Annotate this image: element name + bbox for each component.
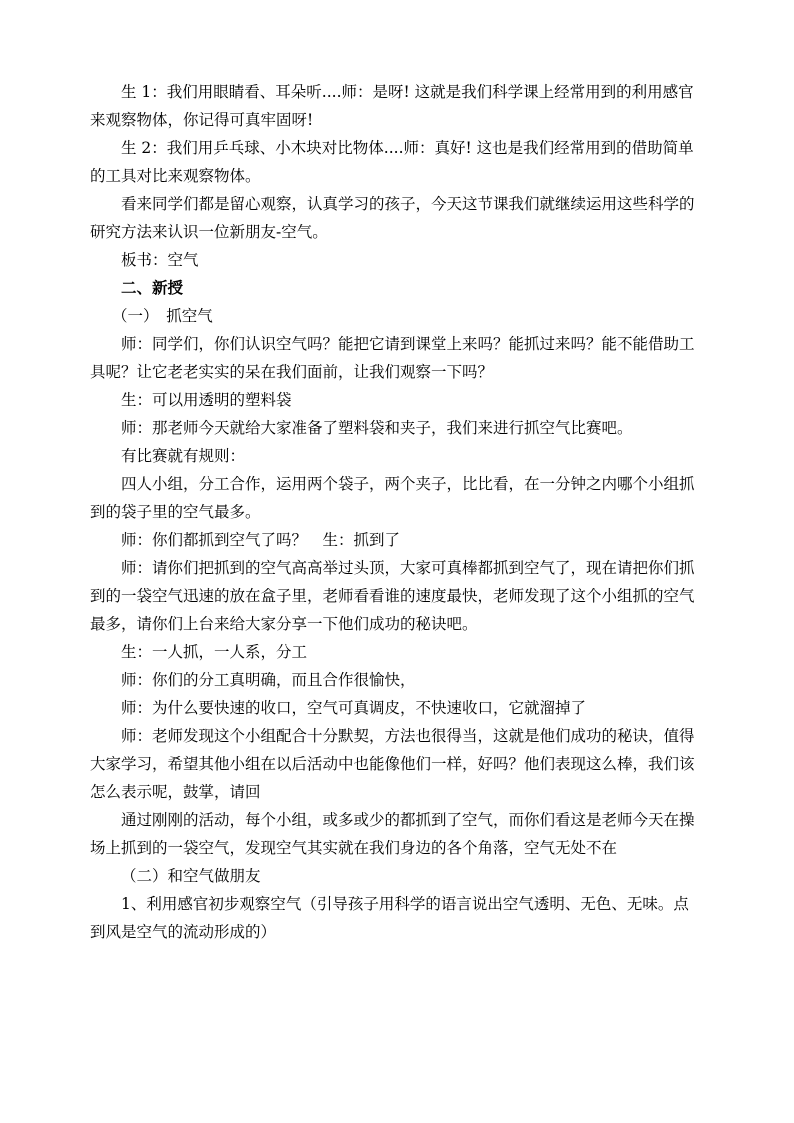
paragraph-board-title: 板书：空气 — [121, 251, 199, 269]
paragraph-caught-question: 师：你们都抓到空气了吗？ 生：抓到了 — [121, 531, 401, 549]
paragraph-student1-answer: 生 1：我们用眼睛看、耳朵听....师：是呀! 这就是我们科学课上经常用到的利用感官来观察物体，你记得可真牢固呀! — [90, 83, 694, 129]
subsection-heading-friends: （二）和空气做朋友 — [121, 867, 261, 885]
paragraph-intro-summary: 看来同学们都是留心观察，认真学习的孩子，今天这节课我们就继续运用这些科学的研究方法来认识一位新朋友-空气。 — [90, 195, 695, 241]
paragraph-rules: 四人小组，分工合作，运用两个袋子，两个夹子，比比看，在一分钟之内哪个小组抓到的袋子里的空气最多。 — [90, 475, 695, 521]
paragraph-observe-senses: 1、利用感官初步观察空气（引导孩子用科学的语言说出空气透明、无色、无味。点到风是空气的流动形成的） — [90, 895, 689, 941]
paragraph-teacher-praise: 师：你们的分工真明确，而且合作很愉快， — [121, 671, 416, 689]
document-page — [90, 78, 704, 946]
paragraph-teacher-quick: 师：为什么要快速的收口，空气可真调皮，不快速收口，它就溜掉了 — [121, 699, 587, 717]
paragraph-teacher-question: 师：同学们，你们认识空气吗？能把它请到课堂上来吗？能抓过来吗？能不能借助工具呢？让它老老实实的呆在我们面前，让我们观察一下吗？ — [90, 335, 695, 381]
paragraph-student2-answer: 生 2：我们用乒乓球、小木块对比物体....师：真好! 这也是我们经常用到的借助简单的工具对比来观察物体。 — [90, 139, 694, 185]
paragraph-student-bag: 生：可以用透明的塑料袋 — [121, 391, 292, 409]
section-heading-new-lesson: 二、新授 — [121, 278, 184, 297]
subsection-heading-catch-air: （一） 抓空气 — [112, 307, 213, 325]
paragraph-rules-intro: 有比赛就有规则： — [121, 447, 246, 465]
paragraph-teacher-raise: 师：请你们把抓到的空气高高举过头顶，大家可真棒都抓到空气了，现在请把你们抓到的一袋空气迅速的放在盒子里，老师看看谁的速度最快，老师发现了这个小组抓的空气最多，请你们上台来给大家分享一下他们成功的秘诀吧。 — [90, 559, 695, 633]
paragraph-activity-summary: 通过刚刚的活动，每个小组，或多或少的都抓到了空气，而你们看这是老师今天在操场上抓到的一袋空气，发现空气其实就在我们身边的各个角落，空气无处不在 — [90, 811, 695, 857]
paragraph-student-teamwork: 生：一人抓，一人系，分工 — [121, 643, 308, 661]
paragraph-teacher-prepare: 师：那老师今天就给大家准备了塑料袋和夹子，我们来进行抓空气比赛吧。 — [121, 419, 633, 437]
paragraph-teacher-secret: 师：老师发现这个小组配合十分默契，方法也很得当，这就是他们成功的秘诀，值得大家学习，希望其他小组在以后活动中也能像他们一样，好吗？他们表现这么棒，我们该怎么表示呢，鼓掌，请回 — [90, 727, 695, 801]
